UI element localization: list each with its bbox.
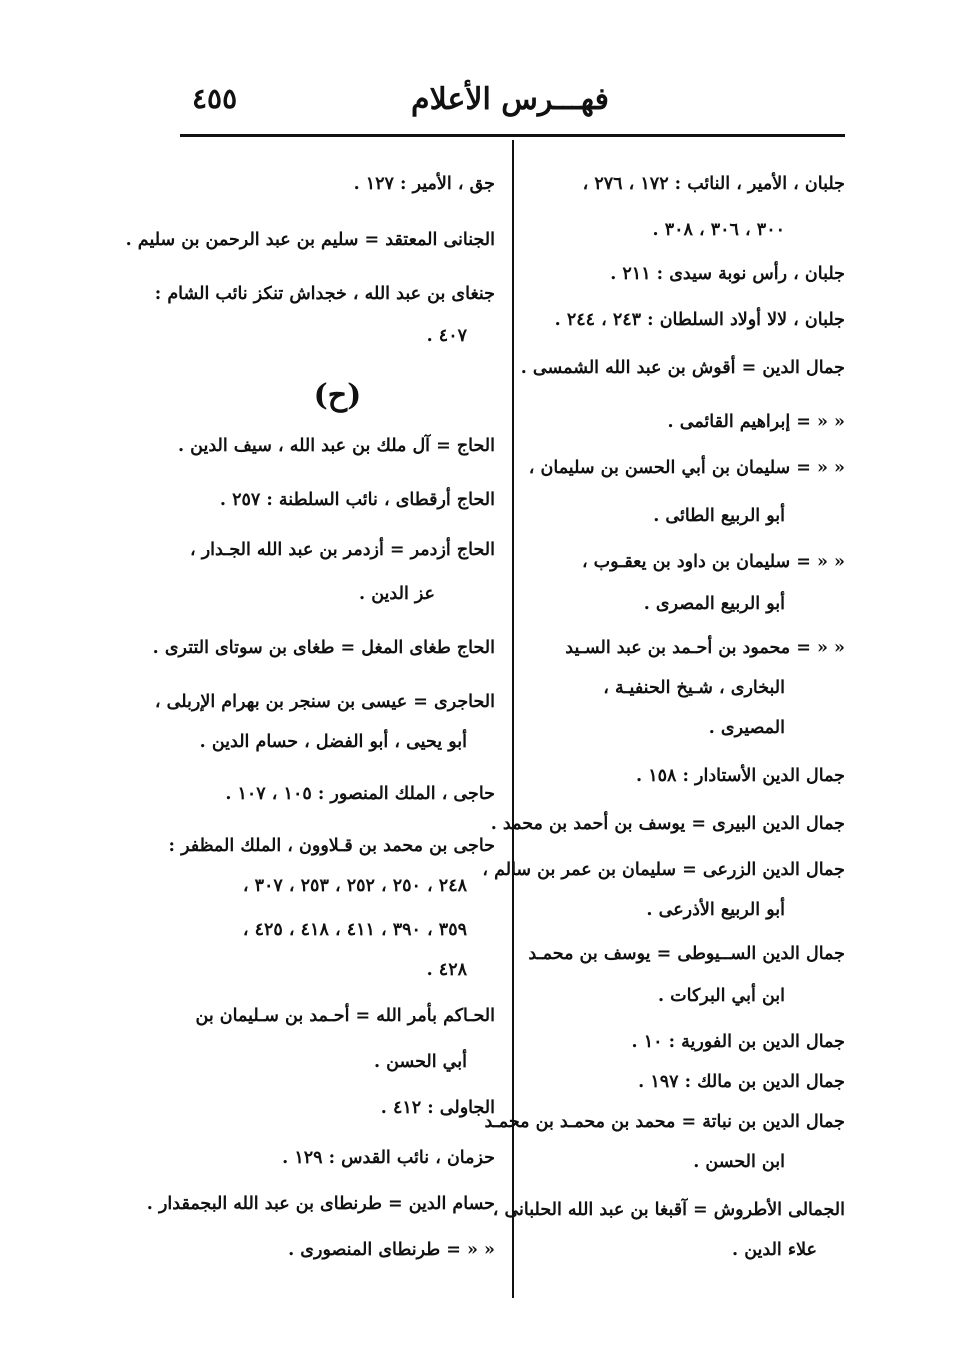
index-entry-continuation: عز الدين . <box>359 584 435 604</box>
index-entry: « « = سليمان بن أبي الحسن بن سليمان ، <box>528 458 845 478</box>
index-entry: جلبان ، رأس نوبة سيدى : ٢١١ . <box>610 264 845 284</box>
index-entry-continuation: ابن الحسن . <box>693 1152 785 1172</box>
index-entry: جمال الدين الأستادار : ١٥٨ . <box>636 766 845 786</box>
index-entry: الحاج أرقطاى ، نائب السلطنة : ٢٥٧ . <box>219 490 495 510</box>
index-entry-continuation: أبي الحسن . <box>373 1052 467 1072</box>
index-entry-continuation: المصيرى . <box>708 718 785 738</box>
index-entry: « « = إبراهيم القائمى . <box>667 412 845 432</box>
index-entry: جمال الدين بن نباتة = محمد بن محمـد بن محمـد <box>484 1112 845 1132</box>
index-entry: جمال الدين بن الفورية : ١٠ . <box>631 1032 845 1052</box>
index-entry: جلبان ، الأمير ، النائب : ١٧٢ ، ٢٧٦ ، <box>582 174 845 194</box>
index-entry: الحاج أزدمر = أزدمر بن عبد الله الجـدار ، <box>189 540 495 560</box>
index-entry: الحاج = آل ملك بن عبد الله ، سيف الدين . <box>177 436 495 456</box>
index-entry: حسام الدين = طرنطاى بن عبد الله البجمقدار . <box>146 1194 495 1214</box>
index-entry: جمال الدين الزرعى = سليمان بن عمر بن سالم ، <box>482 860 845 880</box>
index-entry-continuation: ٣٥٩ ، ٣٩٠ ، ٤١١ ، ٤١٨ ، ٤٢٥ ، <box>242 920 467 940</box>
index-entry: جمال الدين البيرى = يوسف بن أحمد بن محمد . <box>490 814 845 834</box>
page-title: فهـــرس الأعلام <box>411 82 609 117</box>
index-entry: جمال الدين الســيوطى = يوسف بن محمـد <box>528 944 845 964</box>
index-entry-continuation: أبو الربيع الأذرعى . <box>646 900 785 920</box>
index-entry: الحاج طغاى المغل = طغاى بن سوتاى التترى . <box>152 638 495 658</box>
index-entry: جمال الدين بن مالك : ١٩٧ . <box>638 1072 845 1092</box>
index-entry: الحاجرى = عيسى بن سنجر بن بهرام الإربلى ، <box>154 692 495 712</box>
index-entry: « « = محمود بن أحـمد بن عبد السـيد <box>565 638 845 658</box>
page-number: ٤٥٥ <box>192 82 238 115</box>
index-entry: « « = طرنطاى المنصورى . <box>288 1240 495 1260</box>
index-entry: الحـاكم بأمر الله = أحـمد بن سـليمان بن <box>195 1006 495 1026</box>
index-entry: الجمالى الأطروش = آقبغا بن عبد الله الحلبانى ، <box>492 1200 845 1220</box>
index-entry-continuation: ٤٢٨ . <box>426 960 467 980</box>
index-entry-continuation: أبو الربيع المصرى . <box>643 594 785 614</box>
letter-section-heading: (ح) <box>313 378 362 413</box>
index-entry: « « = سليمان بن داود بن يعقـوب ، <box>581 552 845 572</box>
index-entry-continuation: علاء الدين . <box>732 1240 817 1260</box>
index-entry: حاجى ، الملك المنصور : ١٠٥ ، ١٠٧ . <box>225 784 495 804</box>
index-entry: حاجى بن محمد بن قـلاوون ، الملك المظفر : <box>168 836 495 856</box>
index-entry-continuation: ٤٠٧ . <box>426 326 467 346</box>
index-entry-continuation: أبو يحيى ، أبو الفضل ، حسام الدين . <box>199 732 467 752</box>
index-entry: جمال الدين = أقوش بن عبد الله الشمسى . <box>520 358 845 378</box>
index-entry-continuation: البخارى ، شـيخ الحنفيـة ، <box>603 678 785 698</box>
index-entry-continuation: ٢٤٨ ، ٢٥٠ ، ٢٥٢ ، ٢٥٣ ، ٣٠٧ ، <box>242 876 467 896</box>
index-entry: جلبان ، لالا أولاد السلطان : ٢٤٣ ، ٢٤٤ . <box>554 310 845 330</box>
index-entry: الجاولى : ٤١٢ . <box>380 1098 495 1118</box>
index-entry: حزمان ، نائب القدس : ١٢٩ . <box>282 1148 495 1168</box>
index-entry-continuation: أبو الربيع الطائى . <box>653 506 785 526</box>
index-entry: جق ، الأمير : ١٢٧ . <box>353 174 495 194</box>
index-entry-continuation: ابن أبي البركات . <box>657 986 785 1006</box>
index-entry: الجنانى المعتقد = سليم بن عبد الرحمن بن سليم . <box>125 230 495 250</box>
header-rule <box>180 134 845 137</box>
index-entry: جنغاى بن عبد الله ، خجداش تنكز نائب الشام : <box>154 284 495 304</box>
index-entry-continuation: ٣٠٠ ، ٣٠٦ ، ٣٠٨ . <box>652 220 785 240</box>
